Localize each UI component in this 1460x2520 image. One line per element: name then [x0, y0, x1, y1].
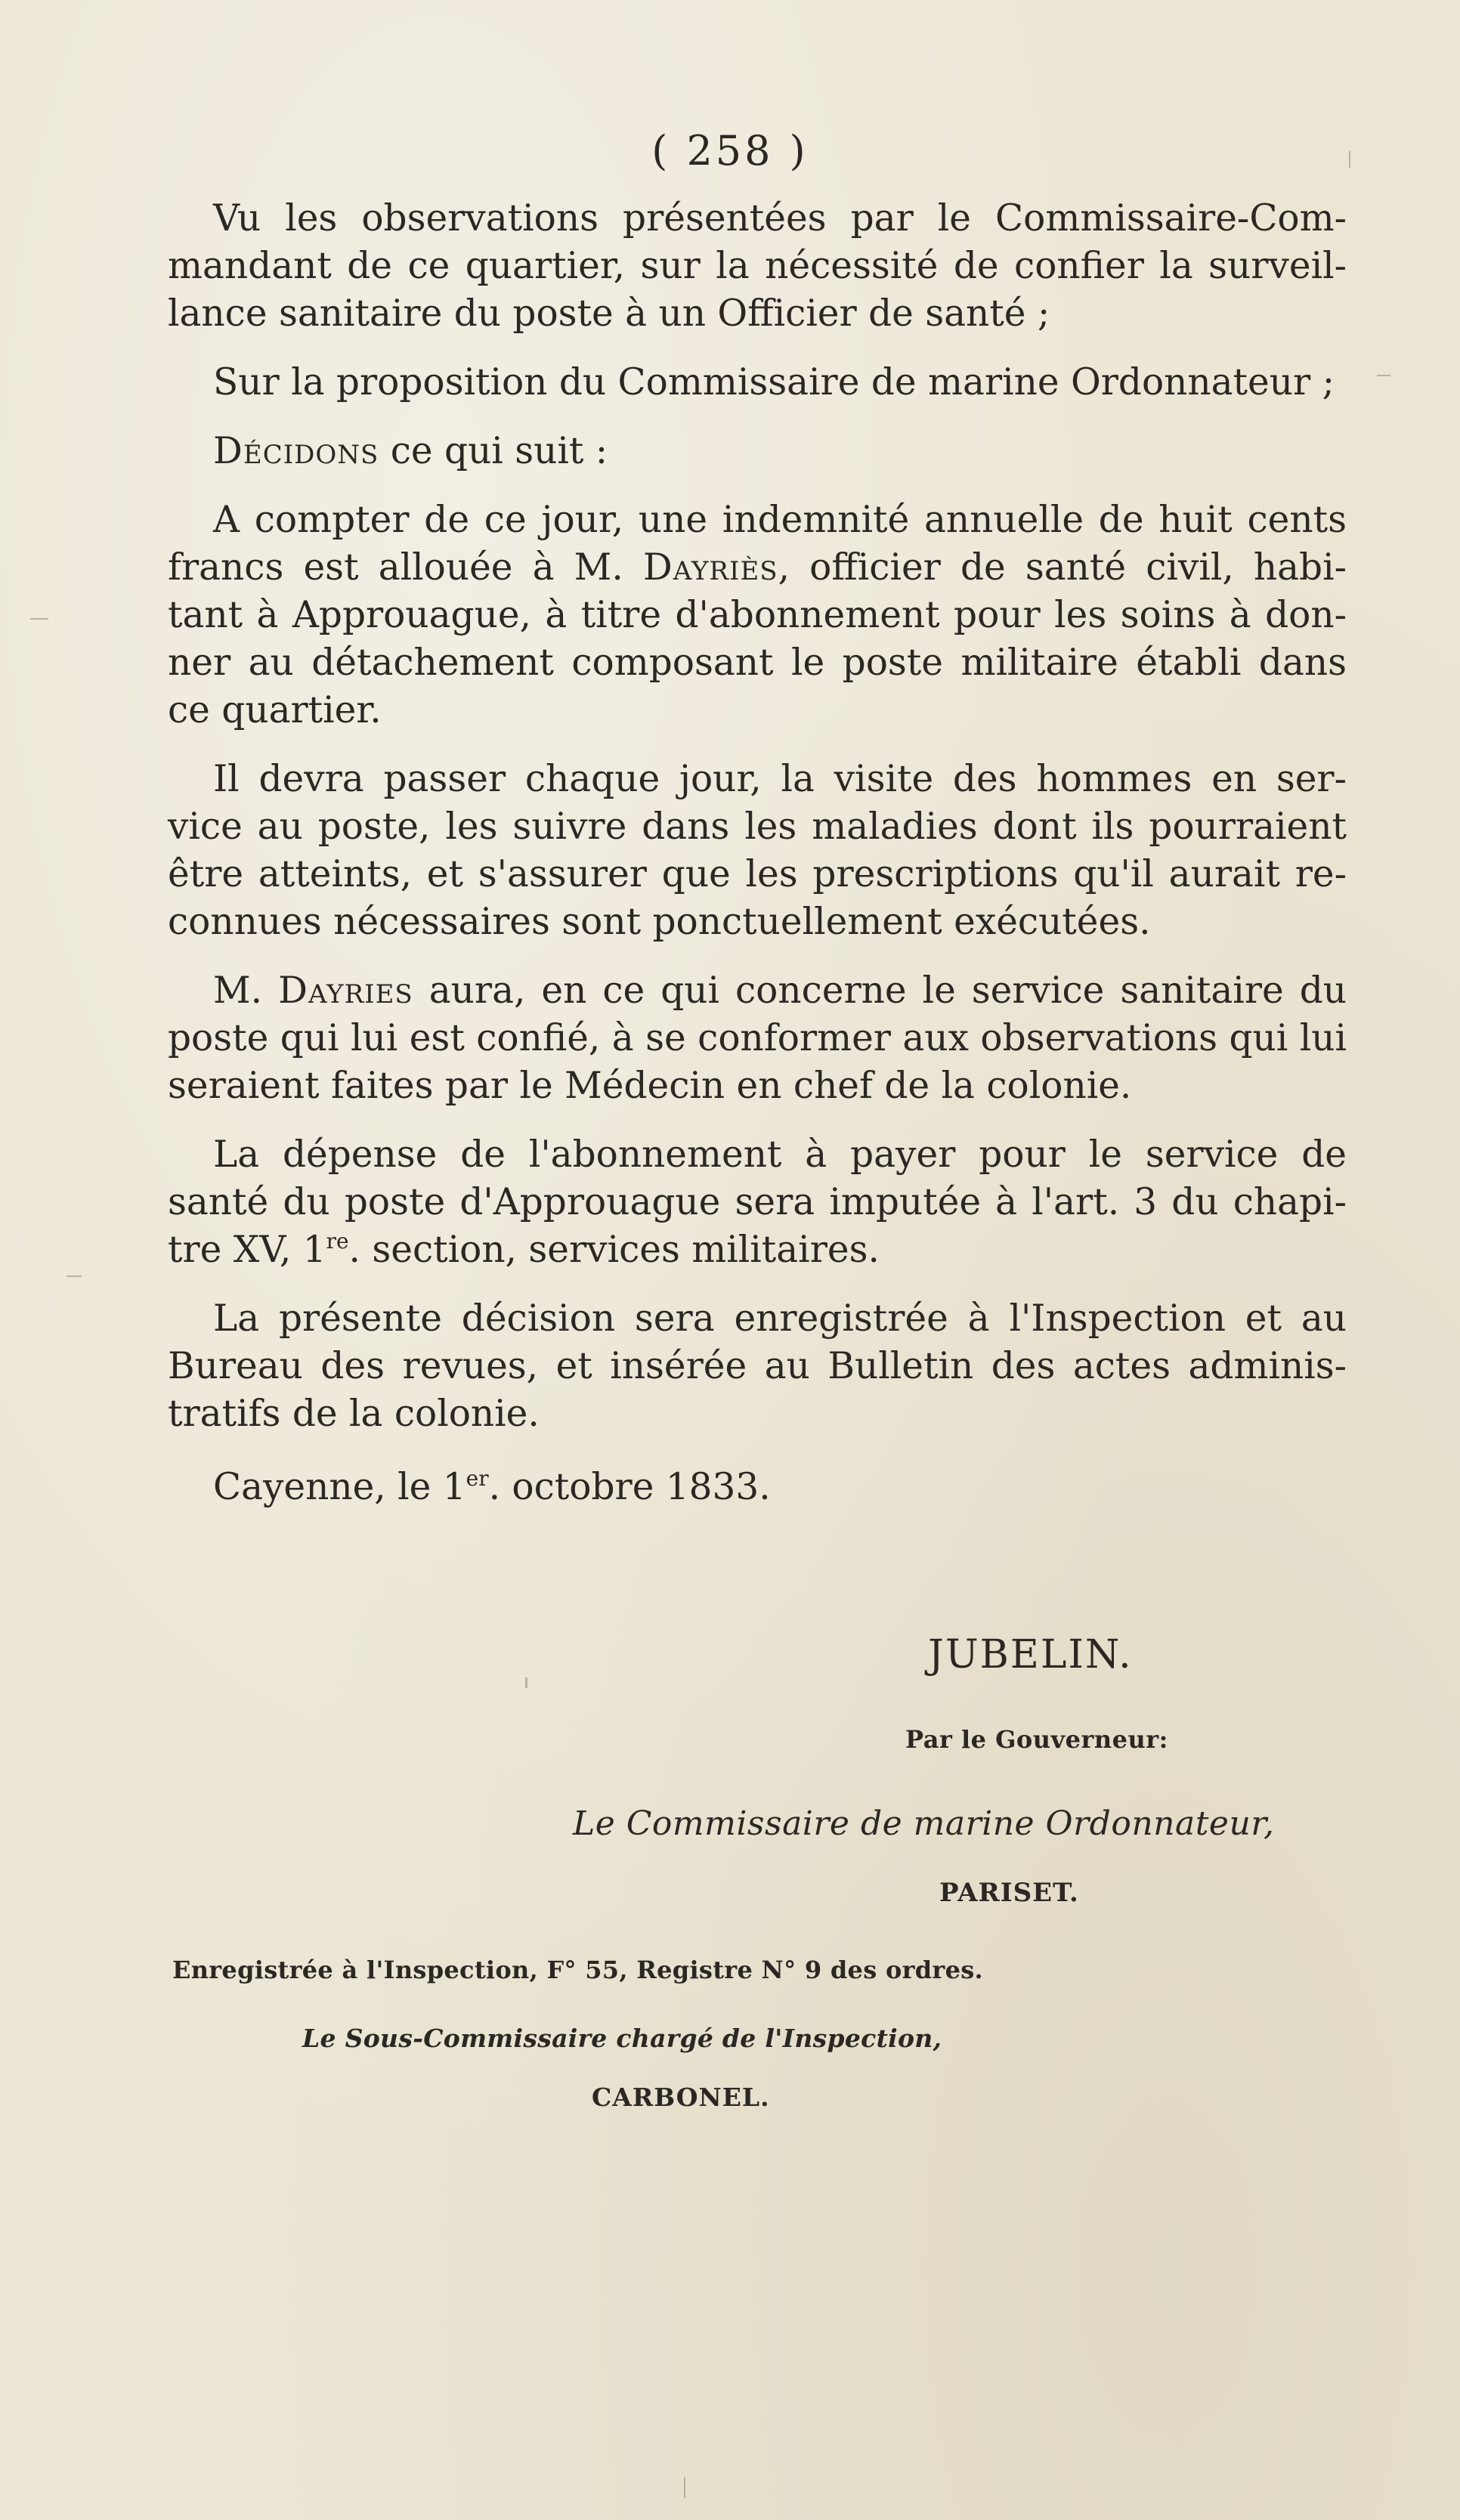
- commissaire-title: Le Commissaire de marine Ordonnateur,: [573, 1804, 1275, 1843]
- page-number: ( 258 ): [651, 127, 809, 175]
- article-4-text-before: La dépense de l'abonnement à payer pour le service de santé du poste d'Approuague sera imputée à l'art. 3 du chapi- tre XV, 1: [168, 1133, 1347, 1271]
- signature-jubelin: JUBELIN.: [928, 1632, 1133, 1677]
- signature-block: [0, 1632, 1460, 1693]
- paper-speck: [67, 1275, 82, 1277]
- article-3-text: aura, en ce qui concerne le service sanitaire du poste qui lui est confié, à se conformer aux observations qui lui seraient faites par le Médecin en chef de la colonie.: [168, 969, 1347, 1107]
- article-1-name: Dayriès: [642, 546, 778, 589]
- paragraph-article-2: Il devra passer chaque jour, la visite des hommes en ser- vice au poste, les suivre dans les maladies dont ils pourraient être atteints, et s'assurer que les prescriptions qu'il aurait re- connues nécessaires sont ponctuellement exécutées.: [168, 758, 1347, 943]
- article-4-text-after: . section, services militaires.: [348, 1229, 880, 1271]
- dateline-superscript: er: [466, 1466, 489, 1491]
- dateline-text-after: . octobre 1833.: [488, 1466, 771, 1508]
- decidons-rest: ce qui suit :: [379, 430, 608, 472]
- dateline: [168, 1464, 1347, 1511]
- article-4-superscript: re: [326, 1229, 349, 1254]
- article-3-name: Dayries: [278, 969, 413, 1012]
- paragraph-article-3: [168, 967, 1347, 1110]
- paper-speck: [684, 2477, 685, 2498]
- document-body: [168, 195, 1347, 1511]
- dateline-text-before: Cayenne, le 1: [213, 1466, 466, 1508]
- sous-commissaire-name: CARBONEL.: [592, 2082, 770, 2112]
- paragraph-article-1: [168, 496, 1347, 734]
- article-3-prefix: M.: [213, 969, 279, 1012]
- paragraph-proposition: Sur la proposition du Commissaire de marine Ordonnateur ;: [213, 361, 1335, 404]
- paper-speck: [1377, 375, 1390, 376]
- paragraph-article-4: [168, 1131, 1347, 1274]
- decidons-keyword: Décidons: [213, 430, 379, 472]
- registration-line: Enregistrée à l'Inspection, F° 55, Registre N° 9 des ordres.: [172, 1956, 983, 1984]
- paragraph-observations: Vu les observations présentées par le Commissaire-Com- mandant de ce quartier, sur la nécessité de confier la surveil- lance sanitaire du poste à un Officier de santé ;: [168, 197, 1347, 335]
- sous-commissaire-title: Le Sous-Commissaire chargé de l'Inspection,: [302, 2024, 942, 2053]
- article-1-text-before: A compter de ce jour, une indemnité annuelle de huit cents francs est allouée à M.: [168, 499, 1347, 589]
- article-1-text-after: , officier de santé civil, habi- tant à Approuague, à titre d'abonnement pour les soins à don- ner au détachement composant le poste militaire établi dans ce quartier.: [168, 546, 1347, 731]
- paragraph-decidons: [168, 428, 1347, 475]
- for-governor-line: Par le Gouverneur:: [905, 1725, 1168, 1754]
- paper-speck: [30, 618, 48, 620]
- paragraph-article-5: La présente décision sera enregistrée à l'Inspection et au Bureau des revues, et insérée au Bulletin des actes adminis- tratifs de la colonie.: [168, 1297, 1347, 1435]
- commissaire-name: PARISET.: [939, 1878, 1079, 1908]
